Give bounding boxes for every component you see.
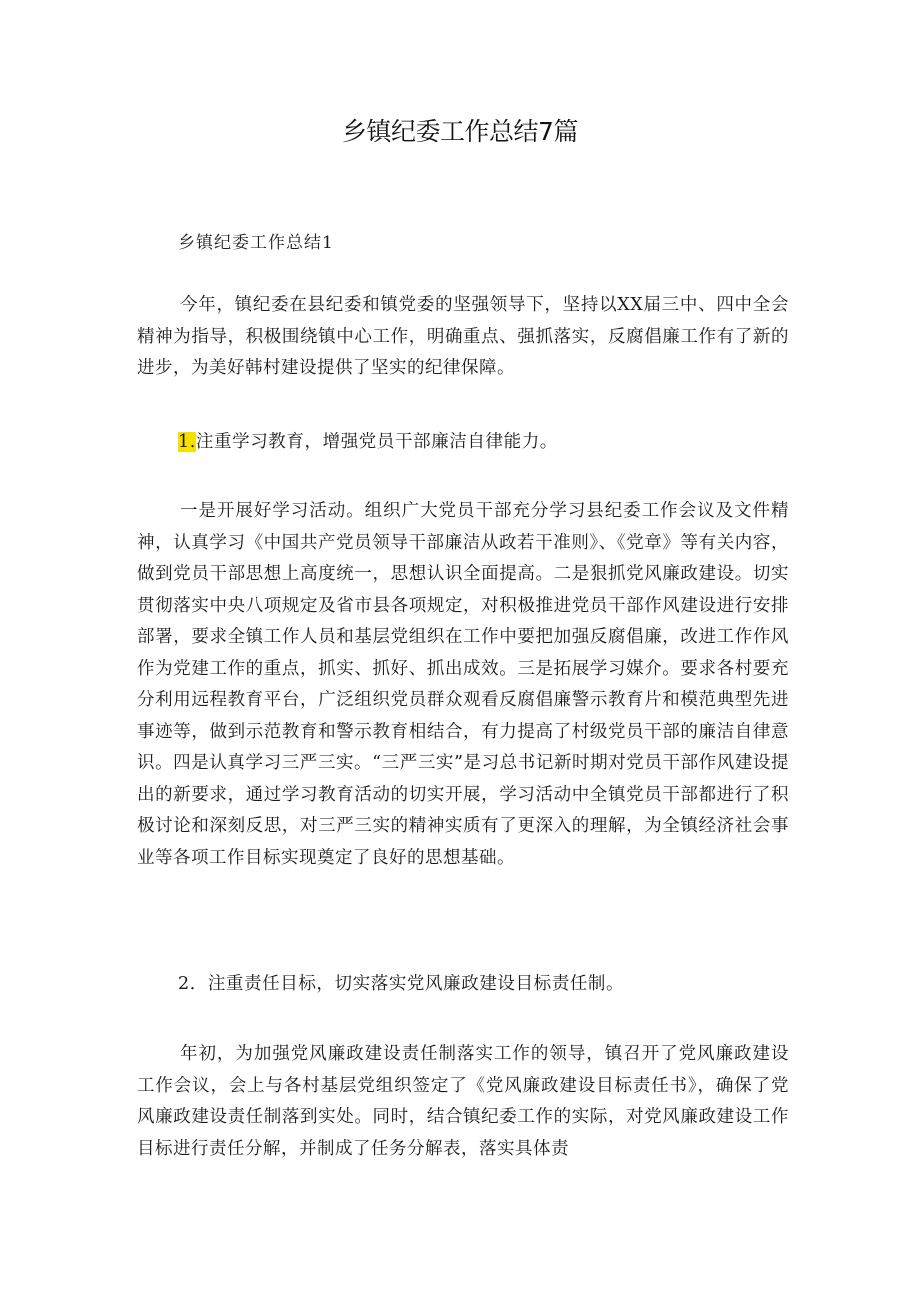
highlighted-number: 1. [178,432,196,452]
section-subtitle: 乡镇纪委工作总结1 [178,233,334,253]
document-title: 乡镇纪委工作总结7篇 [342,117,578,146]
section-heading-2: 2．注重责任目标，切实落实党风廉政建设目标责任制。 [178,974,625,994]
paragraph-study-education: 一是开展好学习活动。组织广大党员干部充分学习县纪委工作会议及文件精神，认真学习《中国共产党员领导干部廉洁从政若干准则》、《党章》等有关内容，做到党员干部思想上高度统一，思想认识全面提高。二是狠抓党风廉政建设。切实贯彻落实中央八项规定及省市县各项规定，对积极推进党员干部作风建设进行安排部署，要求全镇工作人员和基层党组织在工作中要把加强反腐倡廉，改进工作作风作为党建工作的重点，抓实、抓好、抓出成效。三是拓展学习媒介。要求各村要充分利用远程教育平台，广泛组织党员群众观看反腐倡廉警示教育片和模范典型先进事迹等，做到示范教育和警示教育相结合，有力提高了村级党员干部的廉洁自律意识。四是认真学习三严三实。“三严三实”是习总书记新时期对党员干部作风建设提出的新要求，通过学习教育活动的切实开展，学习活动中全镇党员干部都进行了积极讨论和深刻反思，对三严三实的精神实质有了更深入的理解，为全镇经济社会事业等各项工作目标实现奠定了良好的思想基础。 [137,501,789,868]
paragraph-responsibility: 年初，为加强党风廉政建设责任制落实工作的领导，镇召开了党风廉政建设工作会议，会上与各村基层党组织签定了《党风廉政建设目标责任书》，确保了党风廉政建设责任制落到实处。同时，结合镇纪委工作的实际，对党风廉政建设工作目标进行责任分解，并制成了任务分解表，落实具体责 [137,1044,789,1159]
paragraph-intro: 今年，镇纪委在县纪委和镇党委的坚强领导下，坚持以XX届三中、四中全会精神为指导，积极围绕镇中心工作，明确重点、强抓落实，反腐倡廉工作有了新的进步，为美好韩村建设提供了坚实的纪律保障。 [137,295,789,378]
section-heading-1-text: 注重学习教育，增强党员干部廉洁自律能力。 [195,432,558,452]
section-heading-1 [178,428,558,453]
